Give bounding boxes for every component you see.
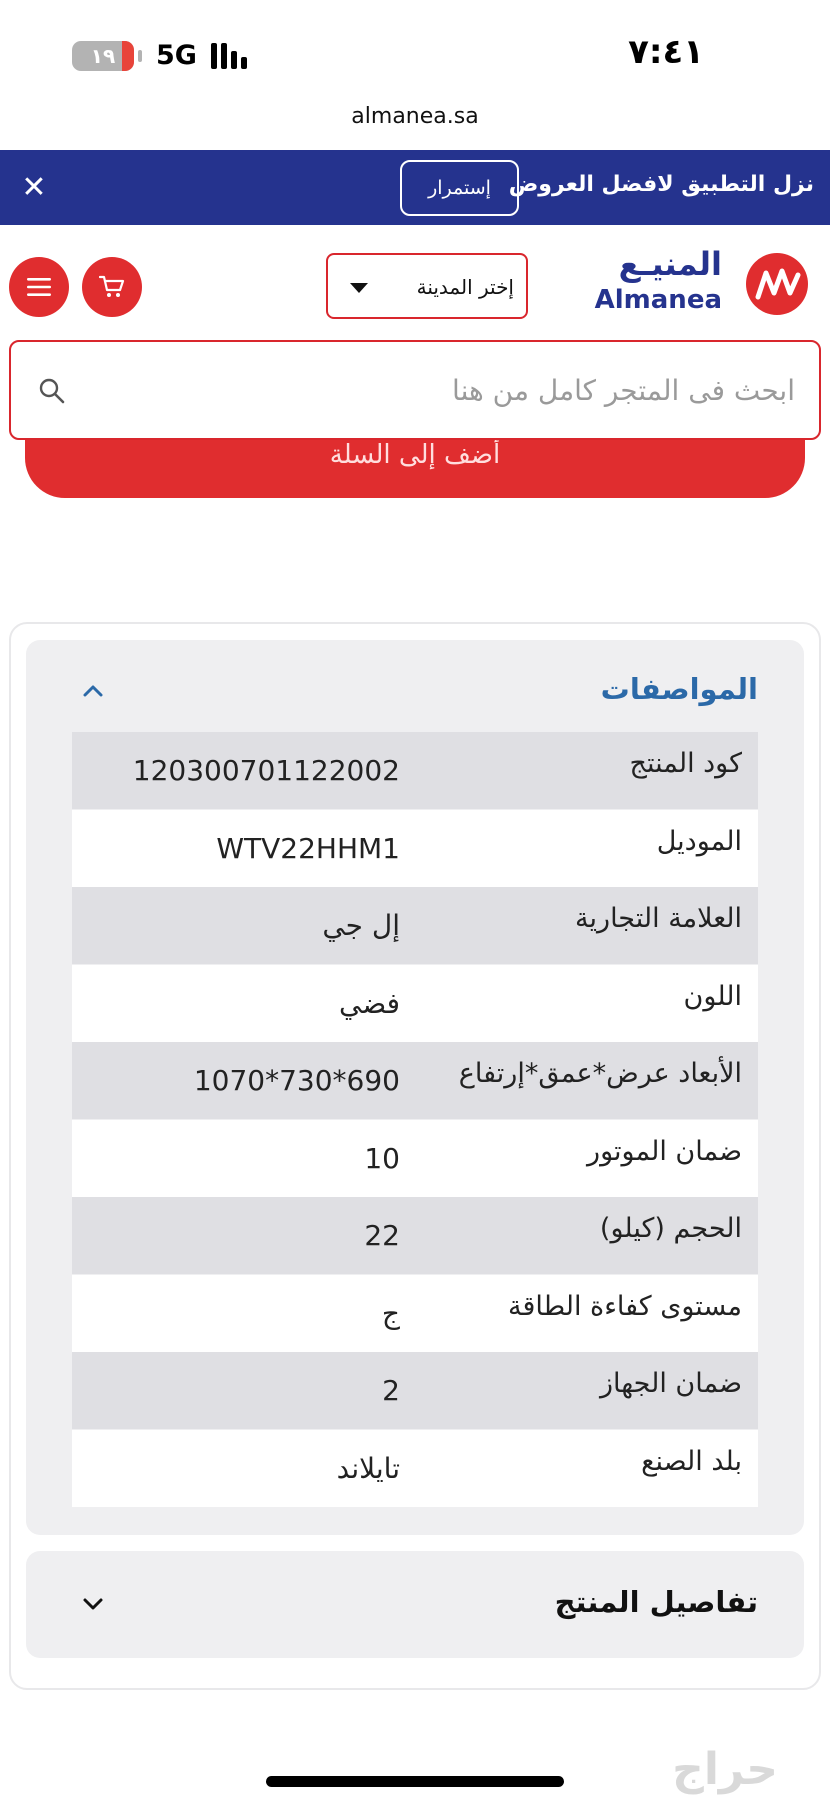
spec-row (72, 810, 758, 887)
app-download-banner (0, 150, 830, 225)
logo-text-english: Almanea (594, 285, 722, 315)
spec-row (72, 1120, 758, 1197)
signal-icon (211, 43, 247, 69)
site-header (0, 225, 830, 340)
spec-value: 1070*730*690 (193, 1064, 400, 1097)
logo-mark-icon (746, 253, 808, 315)
spec-label: الموديل (656, 825, 742, 857)
cart-button[interactable] (82, 257, 142, 317)
search-icon[interactable] (37, 376, 67, 406)
city-select[interactable] (326, 253, 528, 319)
battery-icon (72, 41, 134, 71)
spec-row (72, 1275, 758, 1352)
spec-label: ضمان الموتور (587, 1135, 742, 1167)
spec-row (72, 1042, 758, 1119)
spec-value: 22 (364, 1219, 400, 1252)
spec-row (72, 965, 758, 1042)
city-select-label: إختر المدينة (416, 275, 514, 299)
product-details-accordion[interactable] (26, 1551, 804, 1658)
battery-level: ١٩ (90, 43, 116, 68)
chevron-down-icon (78, 1589, 108, 1619)
search-placeholder: ابحث فى المتجر كامل من هنا (452, 374, 795, 407)
caret-down-icon (350, 283, 368, 293)
spec-value: WTV22HHM1 (216, 831, 400, 865)
spec-row (72, 1352, 758, 1429)
continue-button[interactable]: إستمرار (400, 160, 519, 216)
cart-icon (99, 275, 125, 299)
banner-text: نزل التطبيق لافضل العروض (508, 172, 814, 197)
spec-label: الأبعاد عرض*عمق*إرتفاع (458, 1058, 742, 1089)
network-type: 5G (156, 40, 197, 71)
status-indicators (72, 40, 247, 71)
logo-text-arabic: المنيـع (618, 245, 722, 283)
spec-value: إل جي (322, 909, 400, 942)
chevron-up-icon[interactable] (78, 676, 108, 706)
spec-label: العلامة التجارية (575, 903, 742, 934)
spec-label: الحجم (كيلو) (599, 1213, 742, 1244)
battery-cap (138, 50, 142, 62)
spec-value: 10 (364, 1141, 400, 1175)
spec-value: ج (381, 1296, 400, 1330)
almanea-logo[interactable] (596, 245, 808, 321)
spec-label: ضمان الجهاز (599, 1368, 742, 1399)
hamburger-icon (27, 277, 51, 297)
search-input[interactable] (9, 340, 821, 440)
home-indicator[interactable] (266, 1776, 564, 1787)
spec-label: كود المنتج (629, 748, 742, 779)
spec-value: تايلاند (336, 1451, 400, 1485)
spec-label: بلد الصنع (641, 1445, 742, 1477)
watermark-logo: حراج (672, 1744, 778, 1795)
spec-value: فضي (338, 986, 400, 1020)
spec-row (72, 1197, 758, 1274)
battery-level-fill (122, 41, 134, 71)
spec-row (72, 732, 758, 809)
spec-row (72, 1430, 758, 1507)
product-details-title: تفاصيل المنتج (554, 1585, 758, 1619)
spec-label: اللون (683, 980, 742, 1012)
add-to-cart-label: أضف إلى السلة (329, 440, 501, 470)
close-icon[interactable]: ✕ (21, 170, 47, 205)
address-bar[interactable]: almanea.sa (351, 104, 479, 129)
spec-row (72, 887, 758, 964)
specs-title[interactable]: المواصفات (600, 672, 758, 706)
menu-button[interactable] (9, 257, 69, 317)
spec-value: 120300701122002 (132, 754, 400, 787)
spec-value: 2 (382, 1374, 400, 1407)
status-bar (0, 0, 830, 100)
clock: ٧:٤١ (628, 32, 704, 72)
spec-label: مستوى كفاءة الطاقة (507, 1290, 742, 1322)
